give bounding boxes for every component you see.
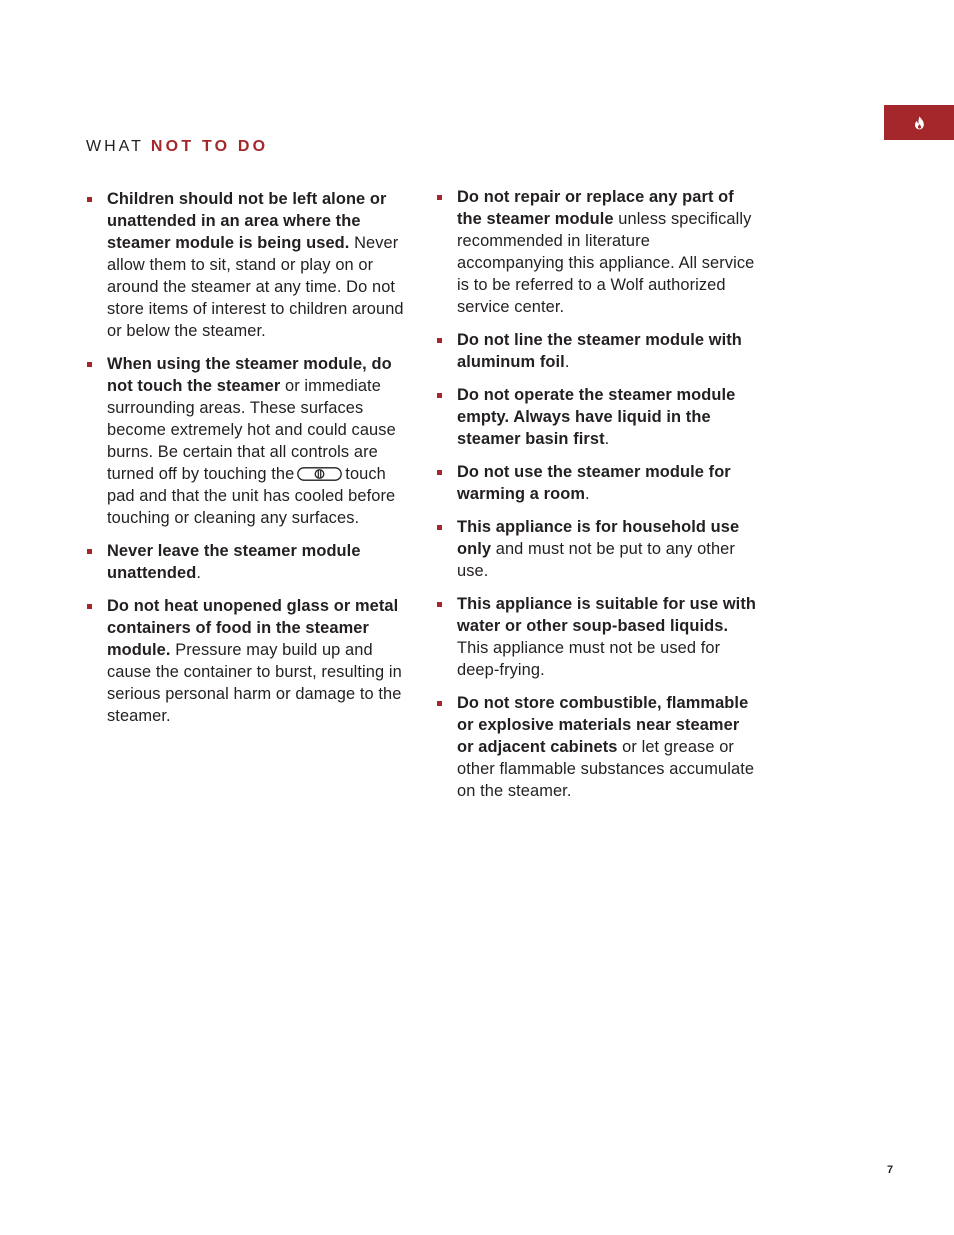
item-bold-text: This appliance is for household use only [457,518,740,558]
bullet-square-icon [87,197,92,202]
item-bold-text: Do not line the steamer module with aluminum foil [457,331,742,371]
item-bold-text: Do not store combustible, flammable or explosive materials near steamer or adjacent cabinets [457,694,749,756]
item-text: or immediate surrounding areas. These surfaces become extremely hot and could cause burns. Be certain that all controls are turned off by touching the [107,377,396,483]
bullet-square-icon [87,549,92,554]
list-item [86,353,408,529]
item-text: This appliance must not be used for deep-frying. [457,639,721,679]
left-column-list [86,188,408,738]
power-touch-pad-icon [297,467,342,481]
item-text: or let grease or other flammable substances accumulate on the steamer. [457,738,755,800]
item-bold-text: Do not repair or replace any part of the steamer module [457,188,734,228]
list-item [436,593,758,681]
item-text: . [196,564,201,582]
page-number: 7 [887,1164,894,1176]
item-text-after-icon: touch pad and that the unit has cooled before touching or cleaning any surfaces. [107,465,396,527]
section-title-emphasis: NOT TO DO [150,138,269,155]
item-bold-text: Do not operate the steamer module empty. Always have liquid in the steamer basin first [457,386,736,448]
item-text: unless specifically recommended in literature accompanying this appliance. All service is to be referred to a Wolf authorized service center. [457,210,755,316]
item-bold-text: Children should not be left alone or unattended in an area where the steamer module is being used. [107,190,387,252]
list-item [86,595,408,727]
bullet-square-icon [437,470,442,475]
bullet-square-icon [437,525,442,530]
bullet-square-icon [87,604,92,609]
item-bold-text: Do not use the steamer module for warming a room [457,463,731,503]
flame-icon [914,116,925,130]
list-item [86,540,408,584]
list-item [436,384,758,450]
item-bold-text: When using the steamer module, do not touch the steamer [107,355,392,395]
bullet-square-icon [87,362,92,367]
section-title [86,137,268,157]
bullet-square-icon [437,393,442,398]
item-bold-text: Do not heat unopened glass or metal containers of food in the steamer module. [107,597,399,659]
right-column-list [436,186,758,813]
list-item [436,186,758,318]
list-item [436,329,758,373]
item-text: Pressure may build up and cause the container to burst, resulting in serious personal harm or damage to the steamer. [107,641,402,725]
item-text: and must not be put to any other use. [457,540,735,580]
item-text: . [604,430,610,448]
item-text: Never allow them to sit, stand or play on or around the steamer at any time. Do not store items of interest to children around or below the steamer. [107,234,404,340]
section-tab [884,105,954,140]
bullet-square-icon [437,338,442,343]
section-title-prefix: WHAT [86,138,144,155]
list-item [436,692,758,802]
bullet-square-icon [437,701,442,706]
list-item [436,461,758,505]
list-item [86,188,408,342]
list-item [436,516,758,582]
bullet-square-icon [437,602,442,607]
item-bold-text: This appliance is suitable for use with water or other soup-based liquids. [457,595,756,635]
item-text: . [564,353,570,371]
item-bold-text: Never leave the steamer module unattended [107,542,361,582]
bullet-square-icon [437,195,442,200]
item-text: . [585,485,590,503]
